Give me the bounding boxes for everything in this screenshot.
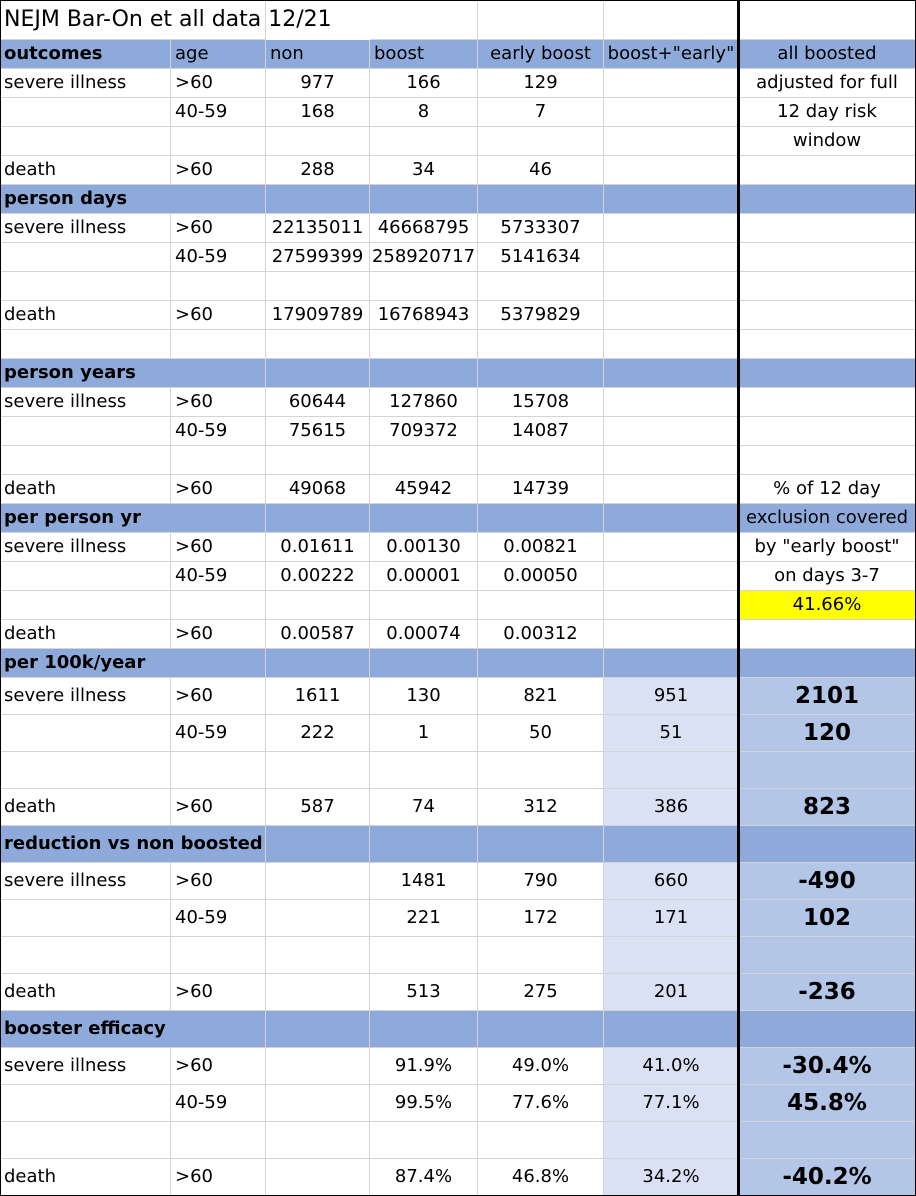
cell[interactable] [478, 330, 604, 359]
boost-cell[interactable]: 0.00074 [370, 620, 478, 649]
cell[interactable] [478, 649, 604, 678]
cell[interactable] [370, 446, 478, 475]
cell[interactable] [478, 826, 604, 863]
cell[interactable] [604, 446, 739, 475]
all-boosted-cell[interactable]: 102 [739, 900, 916, 937]
non-cell[interactable]: 22135011 [266, 214, 370, 243]
boost-cell[interactable]: 1 [370, 715, 478, 752]
table-row [0, 98, 916, 127]
cell[interactable] [604, 417, 739, 446]
cell[interactable] [478, 127, 604, 156]
section-title[interactable]: person years [0, 359, 266, 388]
note-cell[interactable]: window [739, 127, 916, 156]
all-boosted-cell[interactable]: -236 [739, 974, 916, 1011]
cell[interactable] [739, 649, 916, 678]
outcome-label[interactable] [0, 1085, 171, 1122]
title-row [0, 0, 916, 40]
cell[interactable] [171, 1122, 266, 1159]
age-cell[interactable]: 40-59 [171, 243, 266, 272]
cell[interactable] [0, 752, 171, 789]
early-boost-cell[interactable]: 5141634 [478, 243, 604, 272]
cell[interactable] [0, 272, 171, 301]
non-cell[interactable]: 977 [266, 69, 370, 98]
early-boost-cell[interactable]: 0.00312 [478, 620, 604, 649]
boost-early-cell[interactable]: 41.0% [604, 1048, 739, 1085]
table-row [0, 388, 916, 417]
table-row [0, 127, 916, 156]
cell[interactable] [739, 752, 916, 789]
non-cell[interactable]: 0.00587 [266, 620, 370, 649]
cell[interactable] [171, 591, 266, 620]
cell[interactable] [0, 446, 171, 475]
cell[interactable] [478, 185, 604, 214]
non-cell[interactable]: 49068 [266, 475, 370, 504]
table-row [0, 562, 916, 591]
cell[interactable] [478, 752, 604, 789]
note-cell[interactable]: adjusted for full [739, 69, 916, 98]
cell[interactable] [266, 649, 370, 678]
outcome-label[interactable]: severe illness [0, 69, 171, 98]
cell[interactable] [478, 0, 604, 40]
early-boost-cell[interactable]: 5733307 [478, 214, 604, 243]
cell[interactable] [739, 937, 916, 974]
boost-cell[interactable]: 1481 [370, 863, 478, 900]
cell[interactable] [739, 1122, 916, 1159]
boost-cell[interactable]: 0.00001 [370, 562, 478, 591]
age-cell[interactable]: 40-59 [171, 98, 266, 127]
age-cell[interactable]: >60 [171, 789, 266, 826]
cell[interactable] [478, 504, 604, 533]
cell[interactable] [604, 0, 739, 40]
section-title[interactable]: per person yr [0, 504, 266, 533]
cell[interactable] [370, 591, 478, 620]
header-age[interactable]: age [171, 40, 266, 69]
cell[interactable] [370, 752, 478, 789]
early-boost-cell[interactable]: 14087 [478, 417, 604, 446]
cell[interactable] [739, 330, 916, 359]
boost-early-cell[interactable]: 77.1% [604, 1085, 739, 1122]
cell[interactable] [604, 591, 739, 620]
early-boost-cell[interactable]: 5379829 [478, 301, 604, 330]
cell[interactable] [266, 752, 370, 789]
table-row [0, 1159, 916, 1196]
outcome-label[interactable]: death [0, 620, 171, 649]
cell[interactable] [266, 826, 370, 863]
boost-cell[interactable]: 258920717 [370, 243, 478, 272]
cell[interactable] [171, 127, 266, 156]
early-boost-cell[interactable]: 275 [478, 974, 604, 1011]
non-cell[interactable] [266, 863, 370, 900]
section-title[interactable]: reduction vs non boosted [0, 826, 266, 863]
header-boost[interactable]: boost [370, 40, 478, 69]
cell[interactable] [604, 475, 739, 504]
early-boost-cell[interactable]: 46 [478, 156, 604, 185]
cell[interactable] [370, 185, 478, 214]
note-cell[interactable]: 12 day risk [739, 98, 916, 127]
cell[interactable] [739, 214, 916, 243]
cell[interactable] [370, 272, 478, 301]
table-row [0, 533, 916, 562]
all-boosted-cell[interactable]: 2101 [739, 678, 916, 715]
cell[interactable] [370, 826, 478, 863]
early-boost-cell[interactable]: 0.00821 [478, 533, 604, 562]
outcome-label[interactable]: severe illness [0, 214, 171, 243]
all-boosted-cell[interactable]: -40.2% [739, 1159, 916, 1196]
outcome-label[interactable] [0, 715, 171, 752]
cell[interactable] [739, 359, 916, 388]
boost-cell[interactable]: 127860 [370, 388, 478, 417]
table-row [0, 475, 916, 504]
boost-cell[interactable]: 221 [370, 900, 478, 937]
cell[interactable] [370, 1122, 478, 1159]
cell[interactable] [0, 127, 171, 156]
non-cell[interactable]: 0.01611 [266, 533, 370, 562]
age-cell[interactable]: >60 [171, 974, 266, 1011]
age-cell[interactable]: >60 [171, 214, 266, 243]
cell[interactable] [171, 752, 266, 789]
non-cell[interactable]: 168 [266, 98, 370, 127]
non-cell[interactable]: 587 [266, 789, 370, 826]
cell[interactable] [604, 388, 739, 417]
header-boost-early[interactable]: boost+"early" [604, 40, 739, 69]
table-row [0, 156, 916, 185]
boost-cell[interactable]: 46668795 [370, 214, 478, 243]
non-cell[interactable] [266, 900, 370, 937]
early-boost-cell[interactable]: 14739 [478, 475, 604, 504]
outcome-label[interactable]: severe illness [0, 388, 171, 417]
early-boost-cell[interactable]: 312 [478, 789, 604, 826]
cell[interactable] [171, 446, 266, 475]
cell[interactable] [0, 1122, 171, 1159]
all-boosted-cell[interactable]: 823 [739, 789, 916, 826]
cell[interactable] [266, 1011, 370, 1048]
boost-early-cell[interactable]: 951 [604, 678, 739, 715]
table-row [0, 272, 916, 301]
boost-cell[interactable]: 16768943 [370, 301, 478, 330]
age-cell[interactable]: >60 [171, 156, 266, 185]
age-cell[interactable]: >60 [171, 533, 266, 562]
early-boost-cell[interactable]: 7 [478, 98, 604, 127]
outcome-label[interactable]: severe illness [0, 1048, 171, 1085]
table-row [0, 330, 916, 359]
all-boosted-cell[interactable]: -30.4% [739, 1048, 916, 1085]
outcome-label[interactable]: death [0, 475, 171, 504]
table-row [0, 591, 916, 620]
age-cell[interactable]: 40-59 [171, 417, 266, 446]
table-row [0, 678, 916, 715]
table-row [0, 937, 916, 974]
cell[interactable] [171, 272, 266, 301]
cell[interactable] [266, 504, 370, 533]
boost-cell[interactable]: 34 [370, 156, 478, 185]
age-cell[interactable]: 40-59 [171, 562, 266, 591]
cell[interactable] [266, 591, 370, 620]
cell[interactable] [604, 301, 739, 330]
age-cell[interactable]: 40-59 [171, 1085, 266, 1122]
section-title[interactable]: per 100k/year [0, 649, 266, 678]
cell[interactable] [739, 388, 916, 417]
boost-cell[interactable]: 513 [370, 974, 478, 1011]
cell[interactable] [370, 1011, 478, 1048]
early-boost-cell[interactable]: 790 [478, 863, 604, 900]
early-boost-cell[interactable]: 0.00050 [478, 562, 604, 591]
cell[interactable] [266, 359, 370, 388]
boost-cell[interactable]: 74 [370, 789, 478, 826]
cell[interactable] [739, 272, 916, 301]
header-non[interactable]: non [266, 40, 370, 69]
cell[interactable] [604, 752, 739, 789]
boost-cell[interactable]: 166 [370, 69, 478, 98]
cell[interactable] [478, 272, 604, 301]
highlight-percent-cell[interactable]: 41.66% [739, 591, 916, 620]
section-header-row [0, 649, 916, 678]
boost-cell[interactable]: 45942 [370, 475, 478, 504]
early-boost-cell[interactable]: 50 [478, 715, 604, 752]
table-row [0, 1085, 916, 1122]
table-row [0, 620, 916, 649]
cell[interactable] [739, 446, 916, 475]
cell[interactable] [370, 504, 478, 533]
boost-early-cell[interactable]: 201 [604, 974, 739, 1011]
table-row [0, 446, 916, 475]
cell[interactable] [604, 1122, 739, 1159]
cell[interactable] [604, 533, 739, 562]
age-cell[interactable]: >60 [171, 863, 266, 900]
section-header-row [0, 1011, 916, 1048]
early-boost-cell[interactable]: 821 [478, 678, 604, 715]
cell[interactable] [604, 562, 739, 591]
cell[interactable] [478, 1122, 604, 1159]
table-row [0, 789, 916, 826]
boost-early-cell[interactable]: 386 [604, 789, 739, 826]
outcome-label[interactable]: death [0, 974, 171, 1011]
cell[interactable] [604, 826, 739, 863]
table-row [0, 752, 916, 789]
cell[interactable] [604, 359, 739, 388]
non-cell[interactable]: 75615 [266, 417, 370, 446]
early-boost-cell[interactable]: 46.8% [478, 1159, 604, 1196]
boost-early-cell[interactable] [604, 98, 739, 127]
non-cell[interactable]: 1611 [266, 678, 370, 715]
cell[interactable] [171, 937, 266, 974]
age-cell[interactable]: >60 [171, 620, 266, 649]
cell[interactable] [478, 359, 604, 388]
outcome-label[interactable]: severe illness [0, 678, 171, 715]
cell[interactable] [266, 1122, 370, 1159]
cell[interactable] [370, 649, 478, 678]
cell[interactable] [604, 185, 739, 214]
outcome-label[interactable]: severe illness [0, 533, 171, 562]
outcome-label[interactable] [0, 562, 171, 591]
cell[interactable] [478, 1011, 604, 1048]
cell[interactable] [604, 243, 739, 272]
cell[interactable] [266, 127, 370, 156]
early-boost-cell[interactable]: 15708 [478, 388, 604, 417]
age-cell[interactable]: >60 [171, 388, 266, 417]
early-boost-cell[interactable]: 49.0% [478, 1048, 604, 1085]
thick-column-border [737, 0, 740, 1196]
outcome-label[interactable]: death [0, 789, 171, 826]
age-cell[interactable]: 40-59 [171, 715, 266, 752]
age-cell[interactable]: >60 [171, 69, 266, 98]
cell[interactable] [370, 0, 478, 40]
cell[interactable] [266, 272, 370, 301]
header-all-boosted[interactable]: all boosted [739, 40, 916, 69]
cell[interactable] [739, 417, 916, 446]
section-title[interactable]: person days [0, 185, 266, 214]
cell[interactable] [0, 937, 171, 974]
non-cell[interactable]: 222 [266, 715, 370, 752]
cell[interactable] [604, 937, 739, 974]
cell[interactable] [0, 591, 171, 620]
section-header-row [0, 504, 916, 533]
cell[interactable] [478, 591, 604, 620]
cell[interactable] [739, 301, 916, 330]
note-cell[interactable]: exclusion covered [739, 504, 916, 533]
non-cell[interactable] [266, 1048, 370, 1085]
non-cell[interactable]: 288 [266, 156, 370, 185]
header-early-boost[interactable]: early boost [478, 40, 604, 69]
cell[interactable] [604, 504, 739, 533]
cell[interactable] [604, 330, 739, 359]
boost-cell[interactable]: 91.9% [370, 1048, 478, 1085]
table-row [0, 301, 916, 330]
table-row [0, 974, 916, 1011]
age-cell[interactable]: 40-59 [171, 900, 266, 937]
note-cell[interactable] [739, 156, 916, 185]
cell[interactable] [266, 330, 370, 359]
table-row [0, 69, 916, 98]
cell[interactable] [370, 127, 478, 156]
column-header-row [0, 40, 916, 69]
outcome-label[interactable] [0, 243, 171, 272]
age-cell[interactable]: >60 [171, 1159, 266, 1196]
cell[interactable] [0, 330, 171, 359]
outcome-label[interactable]: death [0, 301, 171, 330]
note-cell[interactable]: by "early boost" [739, 533, 916, 562]
cell[interactable] [266, 937, 370, 974]
age-cell[interactable]: >60 [171, 301, 266, 330]
outcome-label[interactable]: death [0, 1159, 171, 1196]
section-title[interactable]: booster efficacy [0, 1011, 266, 1048]
boost-cell[interactable]: 130 [370, 678, 478, 715]
cell[interactable] [604, 1011, 739, 1048]
boost-early-cell[interactable] [604, 156, 739, 185]
early-boost-cell[interactable]: 77.6% [478, 1085, 604, 1122]
boost-cell[interactable]: 99.5% [370, 1085, 478, 1122]
outcome-label[interactable] [0, 98, 171, 127]
cell[interactable] [171, 330, 266, 359]
cell[interactable] [739, 1011, 916, 1048]
non-cell[interactable]: 0.00222 [266, 562, 370, 591]
boost-early-cell[interactable] [604, 69, 739, 98]
table-row [0, 715, 916, 752]
all-boosted-cell[interactable]: 45.8% [739, 1085, 916, 1122]
non-cell[interactable] [266, 974, 370, 1011]
table-row [0, 900, 916, 937]
cell[interactable] [739, 620, 916, 649]
table-row [0, 417, 916, 446]
cell[interactable] [266, 185, 370, 214]
cell[interactable] [739, 243, 916, 272]
cell[interactable] [604, 272, 739, 301]
early-boost-cell[interactable]: 172 [478, 900, 604, 937]
cell[interactable] [739, 185, 916, 214]
boost-early-cell[interactable]: 34.2% [604, 1159, 739, 1196]
non-cell[interactable]: 27599399 [266, 243, 370, 272]
age-cell[interactable]: >60 [171, 678, 266, 715]
cell[interactable] [478, 937, 604, 974]
note-cell[interactable]: % of 12 day [739, 475, 916, 504]
table-row [0, 214, 916, 243]
section-header-row [0, 359, 916, 388]
table-row [0, 243, 916, 272]
outcome-label[interactable] [0, 417, 171, 446]
boost-cell[interactable]: 0.00130 [370, 533, 478, 562]
section-header-row [0, 185, 916, 214]
table-row [0, 863, 916, 900]
boost-cell[interactable]: 709372 [370, 417, 478, 446]
sheet-title[interactable]: NEJM Bar-On et all data 12/21 [0, 0, 266, 40]
outcome-label[interactable]: death [0, 156, 171, 185]
boost-early-cell[interactable]: 51 [604, 715, 739, 752]
outcome-label[interactable]: severe illness [0, 863, 171, 900]
non-cell[interactable]: 17909789 [266, 301, 370, 330]
early-boost-cell[interactable]: 129 [478, 69, 604, 98]
cell[interactable] [604, 214, 739, 243]
all-boosted-cell[interactable]: -490 [739, 863, 916, 900]
non-cell[interactable] [266, 1159, 370, 1196]
cell[interactable] [370, 330, 478, 359]
age-cell[interactable]: >60 [171, 1048, 266, 1085]
cell[interactable] [266, 446, 370, 475]
age-cell[interactable]: >60 [171, 475, 266, 504]
boost-cell[interactable]: 87.4% [370, 1159, 478, 1196]
non-cell[interactable] [266, 1085, 370, 1122]
cell[interactable] [478, 446, 604, 475]
cell[interactable] [604, 620, 739, 649]
cell[interactable] [370, 937, 478, 974]
boost-cell[interactable]: 8 [370, 98, 478, 127]
cell[interactable] [604, 649, 739, 678]
boost-early-cell[interactable]: 660 [604, 863, 739, 900]
table-row [0, 1048, 916, 1085]
cell[interactable] [739, 0, 916, 40]
outcome-label[interactable] [0, 900, 171, 937]
non-cell[interactable]: 60644 [266, 388, 370, 417]
table-row [0, 1122, 916, 1159]
header-outcomes[interactable]: outcomes [0, 40, 171, 69]
boost-early-cell[interactable]: 171 [604, 900, 739, 937]
cell[interactable] [739, 826, 916, 863]
cell[interactable] [370, 359, 478, 388]
cell[interactable] [604, 127, 739, 156]
note-cell[interactable]: on days 3-7 [739, 562, 916, 591]
section-header-row [0, 826, 916, 863]
all-boosted-cell[interactable]: 120 [739, 715, 916, 752]
